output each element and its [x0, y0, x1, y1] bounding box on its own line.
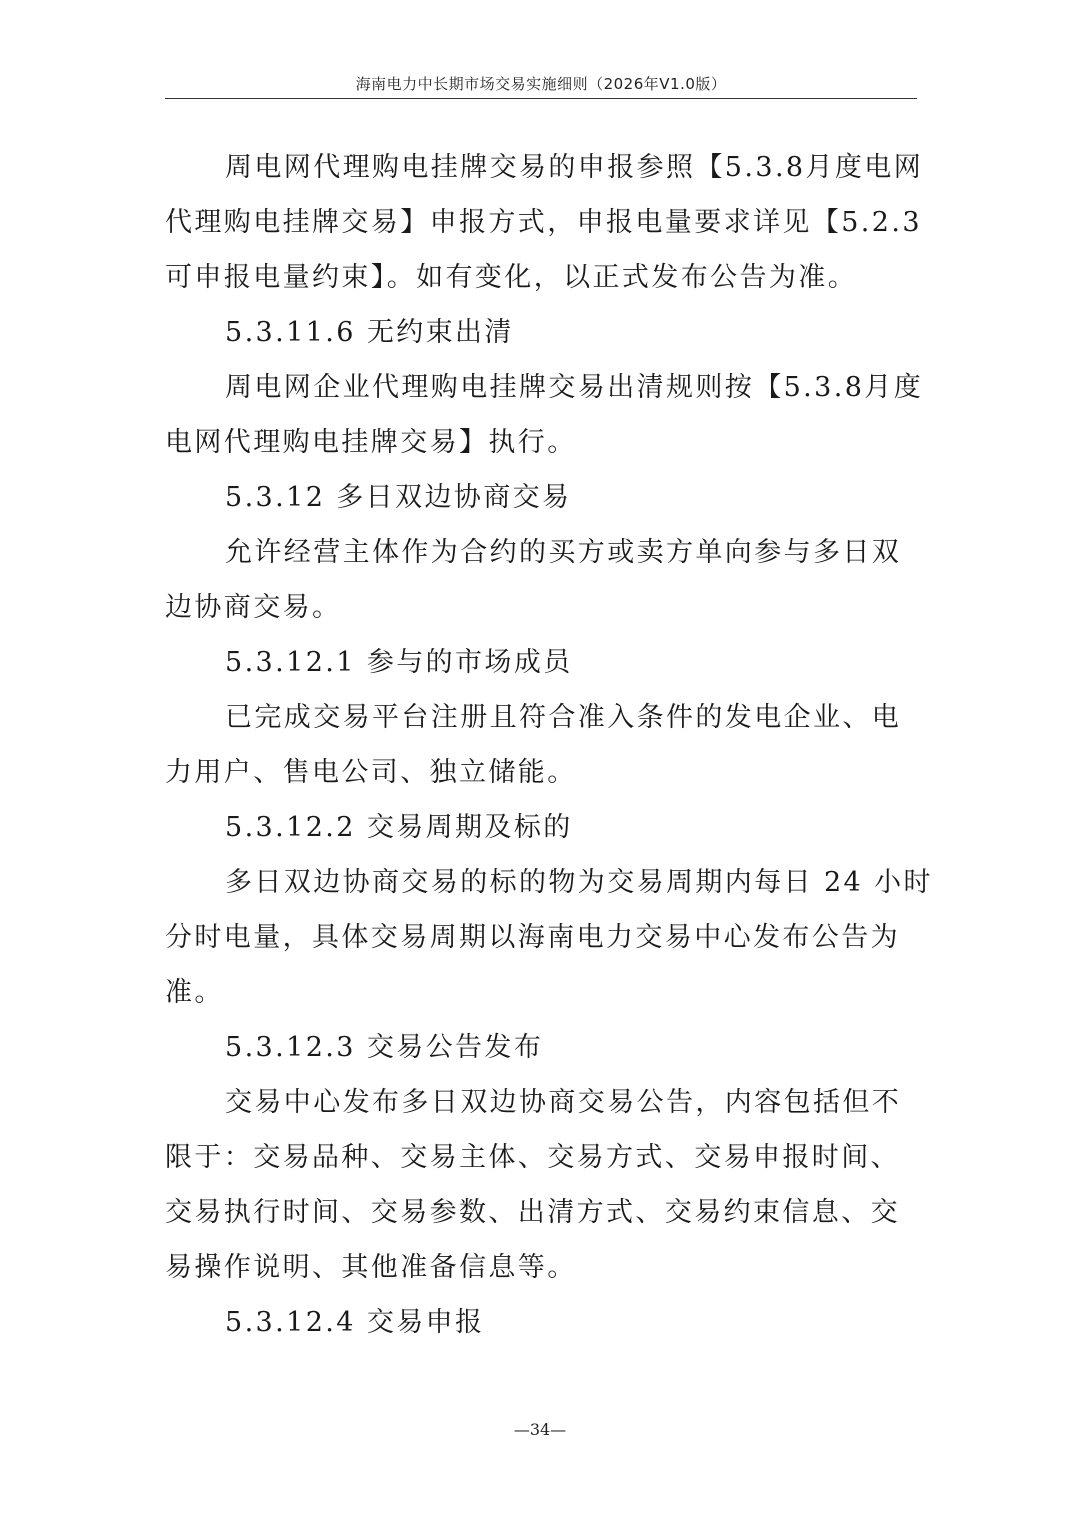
text-line: 力用户、售电公司、独立储能。	[165, 757, 577, 788]
text-line: 可申报电量约束】。如有变化，以正式发布公告为准。	[165, 262, 858, 293]
text-line: 周电网企业代理购电挂牌交易出清规则按【5.3.8月度	[225, 372, 924, 403]
text-line: 边协商交易。	[165, 592, 342, 623]
text-line: 准。	[165, 977, 224, 1008]
section-heading: 5.3.12.4 交易申报	[225, 1307, 485, 1338]
section-heading: 5.3.11.6 无约束出清	[225, 317, 514, 348]
section-heading: 5.3.12 多日双边协商交易	[225, 482, 572, 513]
section-heading: 5.3.12.2 交易周期及标的	[225, 812, 573, 843]
text-line: 周电网代理购电挂牌交易的申报参照【5.3.8月度电网	[225, 152, 924, 183]
page-header	[165, 72, 917, 99]
text-line: 交易中心发布多日双边协商交易公告，内容包括但不	[225, 1087, 902, 1118]
text-line: 易操作说明、其他准备信息等。	[165, 1252, 577, 1283]
text-line: 已完成交易平台注册且符合准入条件的发电企业、电	[225, 702, 902, 733]
document-title: 海南电力中长期市场交易实施细则（2026年V1.0版）	[355, 75, 727, 93]
section-heading: 5.3.12.1 参与的市场成员	[225, 647, 573, 678]
text-line: 限于：交易品种、交易主体、交易方式、交易申报时间、	[165, 1142, 900, 1173]
text-line: 分时电量，具体交易周期以海南电力交易中心发布公告为	[165, 922, 900, 953]
page-number: —34—	[513, 1420, 567, 1439]
page-footer	[0, 1418, 1080, 1442]
text-line: 多日双边协商交易的标的物为交易周期内每日 24 小时	[225, 867, 933, 898]
text-line: 电网代理购电挂牌交易】执行。	[165, 427, 577, 458]
section-heading: 5.3.12.3 交易公告发布	[225, 1032, 544, 1063]
document-body	[165, 140, 933, 1350]
text-line: 允许经营主体作为合约的买方或卖方单向参与多日双	[225, 537, 902, 568]
text-line: 代理购电挂牌交易】申报方式，申报电量要求详见【5.2.3	[165, 207, 922, 238]
text-line: 交易执行时间、交易参数、出清方式、交易约束信息、交	[165, 1197, 900, 1228]
